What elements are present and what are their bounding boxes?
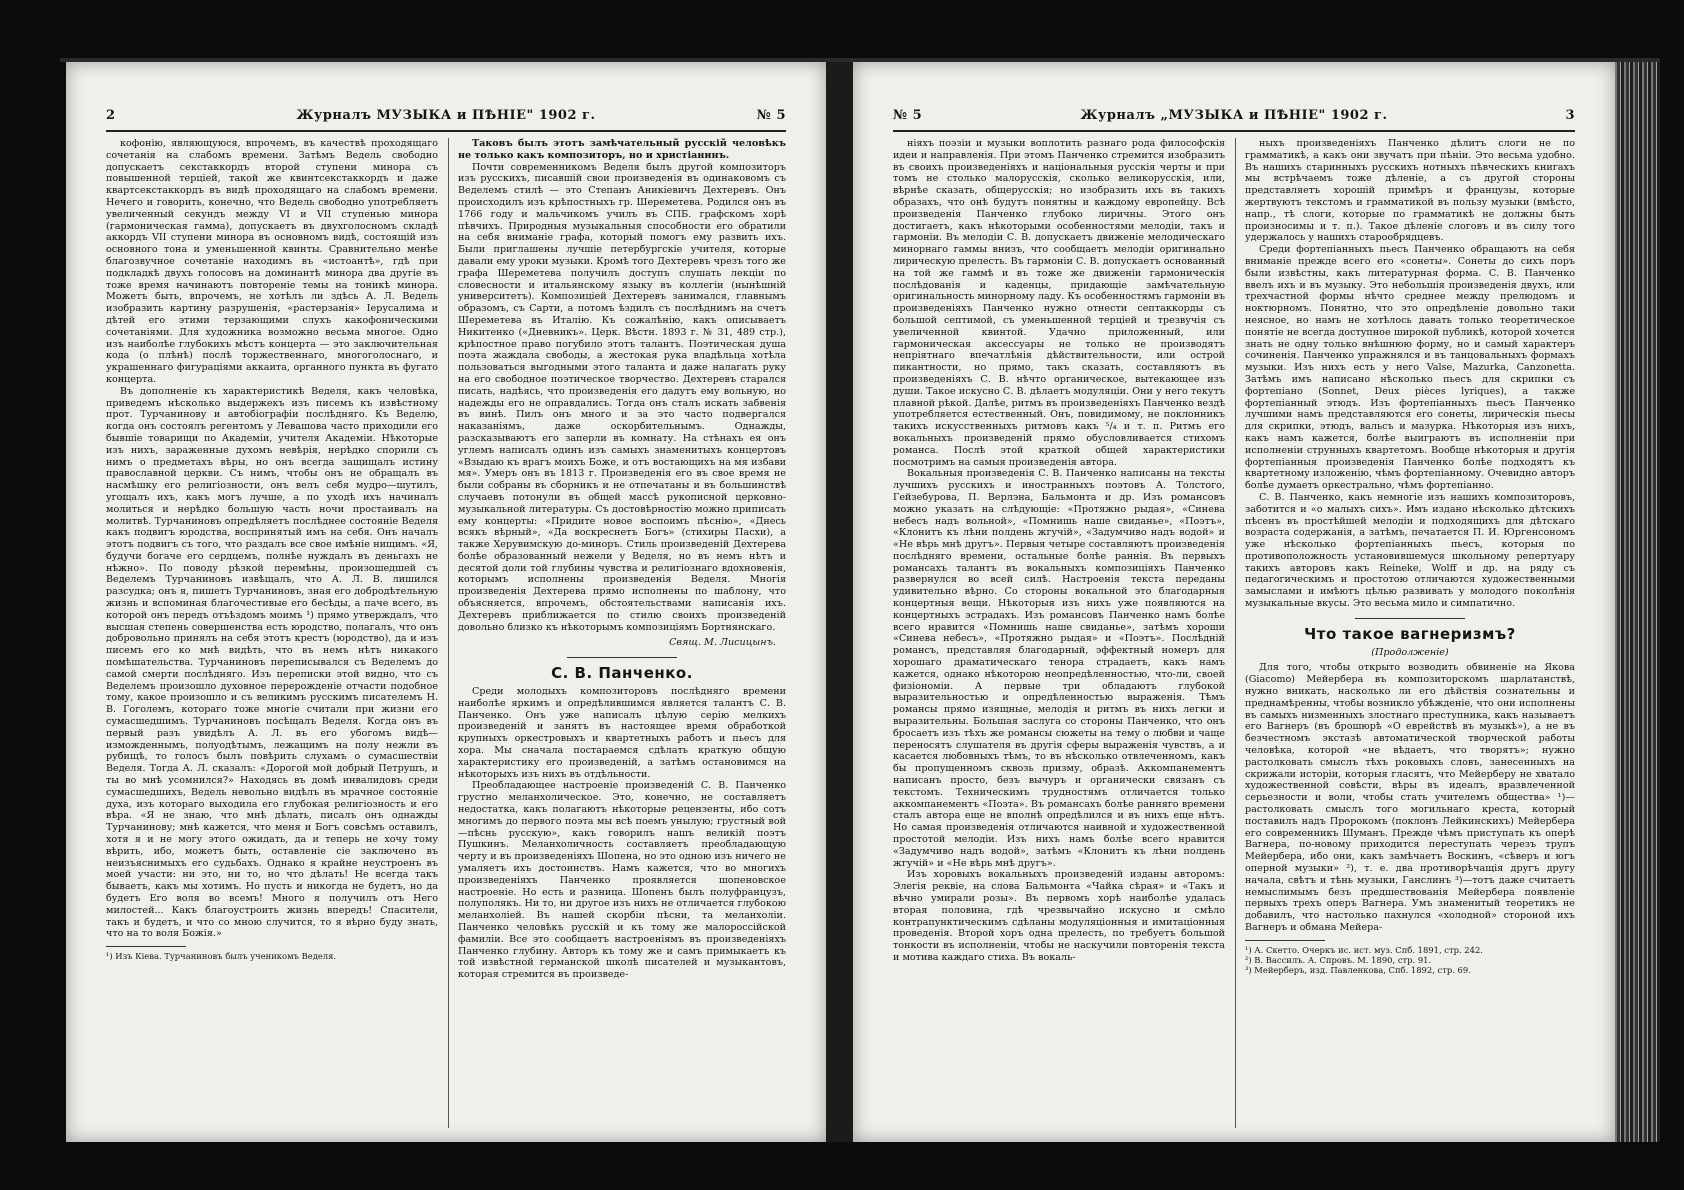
footnote-rule [106,946,186,947]
page-gutter [826,62,853,1142]
right-column-2 [1245,138,1575,1128]
right-page-header [893,108,1575,130]
right-column-1 [893,138,1225,1128]
paragraph: Среди фортепіанныхъ пьесъ Панченко обращаютъ на себя вниманіе прежде всего его «сонеты». Сонеты до сихъ поръ были извѣстны, какъ литературная форма. С. В. Панченко ввелъ ихъ и въ музыку. Это небольшія произведенія двухъ, или трехчастной формы нѣчто среднее между прелюдомъ и ноктюрномъ. Понятно, что это опредѣленіе довольно таки неясное, но намъ не хотѣлось давать только теоретическое понятіе не всегда доступное широкой публикѣ, которой хочется знать не одну только внѣшнюю форму, но и самый характеръ сочиненія. Панченко упражнялся и въ танцовальныхъ формахъ музыки. Изъ нихъ есть у него Valse, Mazurka, Canzonetta. Затѣмъ имъ написано нѣсколько пьесъ для скрипки съ фортепіано (Sonnet, Deux pièces lyriques), а также фортепіанный этюдъ. Изъ фортепіанныхъ пьесъ Панченко лучшими намъ представляются его сонеты, лирическія пьесы для скрипки, этюдъ, вальсъ и мазурка. Нѣкоторыя изъ нихъ, какъ намъ кажется, болѣе выиграютъ въ исполненіи при исполненіи струнныхъ квартетомъ. Вообще нѣкоторыя и другія фортепіанныя произведенія Панченко болѣе подходятъ къ квартетному изложенію, чѣмъ фортепіанному. Очевидно авторъ болѣе думаетъ оркестрально, чѣмъ фортепіанно. [1245,244,1575,492]
footnote: ¹) А. Скетто. Очеркъ ис. ист. муз. Спб. 1891, стр. 242. [1245,944,1483,955]
paragraph: Для того, чтобы открыто возводить обвиненіе на Якова (Giacomo) Мейербера въ композиторскомъ шарлатанствѣ, нужно вникать, насколько ли его дѣйствія сознательны и преднамѣренны, чтобы возникло убѣжденіе, что они исполнены въ самыхъ низменныхъ злостнаго преступника, какъ называетъ его Вагнеръ (въ брошюрѣ «О еврействѣ въ музыкѣ»), а не въ безчестномъ экстазѣ автоматической творческой работы человѣка, которой «не вѣдаетъ, что творятъ»; нужно растолковать смыслъ тѣхъ роковыхъ словъ, занесенныхъ на скрижали исторіи, которыя гласятъ, что Мейерберу не хватало художественной совѣсти, вѣры въ идеалъ, вразвлеченной серьезности и воли, чтобы стать учителемъ общества» ¹)—растолковать смыслъ того могильнаго креста, который поставилъ надъ Пророкомъ (поклонъ Лейкинскихъ) Мейербера его современникъ Шуманъ. Прежде чѣмъ приступать къ оперѣ Вагнера, по-новому приходится переступать черезъ трупъ Мейербера, ибо они, какъ замѣчаетъ Воскинъ, «сѣверъ и югъ оперной музыки» ²), т. е. два противорѣчащія другъ другу начала, свѣтъ и тѣнь музыки, Ганслинъ ³)—тотъ даже считаетъ немыслимымъ безъ предшествованія Мейербера появленіе первыхъ трехъ оперъ Вагнера. Умъ знаменитый теоретикъ не добавилъ, что настолько пахнулся «холодной» стороной ихъ Вагнеръ и обмана Мейера- [1245,662,1575,933]
paragraph: Преобладающее настроеніе произведеній С. В. Панченко грустно меланхолическое. Это, конечно, не составляетъ недостатка, какъ полагаютъ нѣкоторые рецензенты, ибо сотъ многимъ до первого поэта мы всѣ поемъ унылую; грустный вой—пѣснь русскую», какъ говорилъ нашъ великій поэтъ Пушкинъ. Меланхоличность составляетъ преобладающую черту и въ произведеніяхъ Шопена, но это одною изъ ничего не умаляетъ ихъ достоинствъ. Намъ кажется, что во многихъ произведеніяхъ Панченко проявляется шопеновское настроеніе. Но есть и разница. Шопенъ былъ полуфранцузъ, полуполякъ. Ни то, ни другое изъ нихъ не отличается глубокою меланхоліей. Въ нашей скорбіи пѣсни, та меланхоліи. Панченко человѣкъ русскій и къ тому же малороссійской фамиліи. Все это сообщаетъ настроеніямъ въ произведеніяхъ Панченко глубину. Авторъ къ тому же и самъ примыкаетъ къ той извѣстной германской школѣ писателей и музыкантовъ, которая стремится въ произведе- [458,780,786,981]
paragraph: Изъ хоровыхъ вокальныхъ произведеній изданы авторомъ: Элегія реквіе, на слова Бальмонта «Чайка сѣрая» и «Такъ и вѣчно умирали розы». Въ первомъ хорѣ наиболѣе удалась вторая половина, гдѣ чрезвычайно искусно и смѣло контрапунктическимъ сдѣланы модуляціонныя и имитаціонныя проведенія. Второй хоръ одна прелесть, по требуетъ большой тонкости въ исполненіи, чтобы не наскучили повторенія текста и мотива каждаго стиха. Въ вокаль- [893,869,1225,963]
left-page-number: 2 [106,108,116,123]
right-page [853,62,1615,1142]
column-divider [448,138,449,1128]
left-journal-title: Журналъ МУЗЫКА и ПѢНІЕ" 1902 г. [296,108,596,123]
left-column-1 [106,138,438,1128]
paragraph: Вокальныя произведенія С. В. Панченко написаны на тексты лучшихъ русскихъ и иностранныхъ поэтовъ А. Толстого, Гейзебурова, П. Верлэна, Бальмонта и др. Изъ романсовъ можно указать на слѣдующіе: «Протяжно рыдая», «Синева небесъ надъ вольной», «Помнишь наше свиданье», «Поэтъ», «Клонитъ къ лѣни полдень жгучій», «Задумчиво надъ водой» и «Не вѣрь мнѣ другъ». Первыя четыре составляютъ произведенія послѣдняго времени, остальные болѣе раннія. Въ первыхъ романсахъ талантъ въ вокальныхъ композиціяхъ Панченко развернулся во всей силѣ. Настроенія текста переданы удивительно вѣрно. Со стороны вокальной это благодарныя концертныя вещи. Нѣкоторыя изъ нихъ уже появляются на концертныхъ эстрадахъ. Изъ романсовъ Панченко намъ болѣе всего нравится «Помнишь наше свиданье», затѣмъ хороши «Синева небесъ», «Протяжно рыдая» и «Поэтъ». Послѣдній романсъ, представляя благодарный, эффектный номеръ для хорошаго драматическаго тенора страдаетъ, какъ намъ кажется, однако нѣкоторою неопредѣленностью, что-ли, своей физіономіи. А первые три обладаютъ глубокой выразительностью и опредѣленностью выраженія. Тѣмъ романсы прямо изящные, мелодія и ритмъ въ нихъ легки и выразительны. Большая заслуга со стороны Панченко, что онъ бросаетъ изъ тѣхъ же романсы сюжеты на тему о любви и чаще переносятъ слушателя въ другія сферы выраженія чувствъ, а и касается любовныхъ тѣмъ, то въ нѣсколько отвлеченномъ, какъ бы пропущенномъ сквозь призму, образѣ. Аккомпанементъ написанъ просто, безъ вычуръ и органически связанъ съ текстомъ. Техническимъ трудностямъ отличается только аккомпанементъ «Поэта». Въ романсахъ болѣе ранняго времени сталъ автора еще не вполнѣ опредѣлился и въ нихъ еще нѣтъ. Но самая произведенія отличаются наивной и художественной простотой мелодіи. Изъ нихъ намъ болѣе всего нравится «Задумчиво надъ водой», затѣмъ «Клонитъ къ лѣни полдень жгучій» и «Не вѣрь мнѣ другъ». [893,468,1225,869]
paragraph: кофонію, являющуюся, впрочемъ, въ качествѣ проходящаго сочетанія на слабомъ времени. Затѣмъ Ведель свободно допускаетъ секстаккордъ второй ступени минора съ повышенной терціей, такой же квинтсекстаккордъ и даже квартсекстаккордъ въ видѣ проходящаго на слабомъ времени. Нечего и говорить, конечно, что Ведель свободно употребляетъ увеличенный секундъ между VI и VII ступенью минора (гармоническая гамма), допускаетъ въ двухголосномъ складѣ аккордъ VII ступени минора въ основномъ видѣ, состоящій изъ основного тона и уменьшенной квинты. Сравнительно менѣе благозвучное сочетаніе находимъ въ «истоантѣ», гдѣ при подкладкѣ двухъ голосовъ на доминантѣ минора два другіе въ тоже время начинаютъ повтореніе темы на тоникѣ минора. Можетъ быть, впрочемъ, не хотѣлъ ли здѣсь А. Л. Ведель изобразить картину разрушенія, «растерзанія» Іерусалима и дѣтей его этими терзающими слухъ какофоническими сочетаніями. Для художника возможно весьма многое. Одно изъ наиболѣе глубокихъ мѣстъ концерта — это заключительная кода (о плѣнѣ) послѣ торжественнаго, многоголоснаго, и украшеннаго фигураціями аккаита, органного пункта въ фугато концерта. [106,138,438,385]
article-subtitle: (Продолженіе) [1371,646,1449,658]
right-issue-number: № 5 [893,108,923,123]
left-page [66,62,826,1142]
right-header-rule [893,130,1575,132]
author-signature: Свящ. М. Лисицынъ. [669,637,776,649]
paragraph: ныхъ произведеніяхъ Панченко дѣлитъ слоги не по грамматикѣ, а какъ они звучатъ при пѣніи. Это весьма удобно. Въ нашихъ старинныхъ русскихъ нотныхъ пѣвческихъ книгахъ мы встрѣчаемъ тоже дѣленіе, а съ другой стороны представляетъ хорошій примѣръ и французы, которые жертвуютъ текстомъ и грамматикой въ пользу музыки (вмѣсто, напр., тѣ слоги, которые по грамматикѣ не должны быть произносимы и т. п.). Такое дѣленіе слоговъ и въ силу того удержалось у нашихъ старообрядцевъ. [1245,138,1575,244]
paragraph: Въ дополненіе къ характеристикѣ Веделя, какъ человѣка, приведемъ нѣсколько выдержекъ изъ писемъ къ извѣстному прот. Турчанинову и автобіографіи послѣдняго. Къ Веделю, когда онъ состоялъ регентомъ у Левашова часто приходили его бывшіе товарищи по Академіи, учителя Академіи. Нѣкоторые изъ нихъ, зараженные духомъ невѣрія, нерѣдко спорили съ нимъ о предметахъ вѣры, но онъ всегда защищалъ истину православной церкви. Съ нимъ, чтобы онъ не обращалъ въ насмѣшку его религіозности, онъ велъ себя мудро—шутилъ, угощалъ ихъ, какъ могъ лучше, а по уходѣ ихъ начиналъ молиться и нерѣдко большую часть ночи простаивалъ на молитвѣ. Турчаниновъ опредѣляетъ послѣднее состояніе Веделя какъ подвигъ юродства, воспринятый имъ на себя. Онъ началъ этотъ подвигъ съ того, что раздалъ все свое имѣніе нищимъ. «Я, будучи богаче его сердцемъ, полнѣе нуждалъ въ деньгахъ не нѣжно». По поводу рѣзкой перемѣны, произошедшей съ Веделемъ Турчаниновъ извѣщалъ, что А. Л. В. лишился разсудка; онъ я, пишетъ Турчаниновъ, зная его добродѣтельную жизнь и вспоминая благочестивые его бесѣды, а паче всего, въ которой онъ передъ отъѣздомъ моимъ ¹) прямо утверждалъ, что высшая степень совершенства есть юродство, полагалъ, что онъ добровольно принялъ на себя этотъ крестъ (юродство), да и изъ писемъ его ко мнѣ видѣть, что въ немъ нѣтъ никакого помѣшательства. Турчаниновъ переписывался съ Веделемъ до самой смерти послѣдняго. Изъ переписки этой видно, что съ Веделемъ произошло духовное перерожденіе отчасти подобное тому, какое произошло и съ великимъ русскимъ писателемъ Н. В. Гоголемъ, котораго тоже многіе считали при жизни его сумасшедшимъ. Турчаниновъ посѣщалъ Веделя. Когда онъ въ первый разъ увидѣлъ А. Л. въ его убогомъ видѣ—изможденнымъ, полуодѣтымъ, лежащимъ на полу нежли въ рубищѣ, то голосъ былъ повѣрить слухамъ о сумасшествіи Веделя. Тогда А. Л. сказалъ: «Дорогой мой добрый Петрушъ, и ты во мнѣ усомнился?» Находясь въ домѣ инвалидовъ среди сумасшедшихъ, Ведель невольно видѣлъ въ мрачное состояніе духа, изъ котораго выходила его глубокая религіозность и его вѣра. «Я не знаю, что мнѣ дѣлать, писалъ онъ однажды Турчанинову; мнѣ кажется, что меня и Богъ совсѣмъ оставилъ, хотя я и не могу этого ожидать, да и теперь не хочу тому вѣрить, ибо, можетъ быть, оставленіе сіе заключено въ неизъяснимыхъ его судьбахъ. Однако я крайне неустроенъ въ моей участи: ни это, ни то, но что дѣлать! Не всегда такъ бываетъ, какъ мы хотимъ. Но пусть и никогда не будетъ, но да будетъ Его воля во всемъ! Много я получилъ отъ Него милостей... Какъ благоустроить жизнь впередъ! Спасители, такъ и будетъ, и что со мною случится, то я вѣрно буду знать, что на то воля Божія.» [106,385,438,940]
article-title-panchenko: С. В. Панченко. [551,664,693,683]
section-rule [1355,618,1465,619]
paragraph: ніяхъ поэзіи и музыки воплотить разнаго рода философскія идеи и направленія. При этомъ Панченко стремится изобразить въ своихъ произведеніяхъ и національныя русскія черты и при томъ не столько малорусскія, сколько великорусскія, или, вѣрнѣе сказать, общерусскія; но изобразить ихъ въ такихъ образахъ, что онѣ будутъ понятны и каждому европейцу. Всѣ произведенія Панченко глубоко лиричны. Этого онъ достигаетъ, какъ нѣкоторыми особенностями мелодіи, такъ и гармоніи. Въ мелодіи С. В. допускаетъ движеніе мелодическаго минорнаго гаммы внизъ, что сообщаетъ мелодіи оригинально лирическую прелесть. Въ гармоніи С. В. допускаетъ основанный на той же гаммѣ и въ тоже же движеніи гармоническія послѣдованія и каденцы, придающіе замѣчательную оригинальность минорному ладу. Къ особенностямъ гармоніи въ произведеніяхъ Панченко нужно отнести септаккорды съ большой септимой, съ уменьшенной терціей и трезвучія съ увеличенной квинтой. Удачно приложенный, или гармоническая аксессуары не только не производятъ непріятнаго впечатлѣнія дѣйствительности, или острой пикантности, но прямо, такъ сказать, составляютъ въ произведеніяхъ С. В. нѣчто органическое, вытекающее изъ души. Такое искусно С. В. дѣлаетъ модуляціи. Они у него текутъ плавной рѣкой. Далѣе, ритмъ въ произведеніяхъ Панченко вездѣ употребляется естественный. Онъ, повидимому, не поклонникъ такихъ искусственныхъ ритмовъ какъ ⁵/₄ и т. п. Ритмъ его вокальныхъ произведеній прямо обусловливается стихомъ романса. Послѣ этой краткой общей характеристики посмотримъ на самыя произведенія автора. [893,138,1225,468]
article-title-wagnerism: Что такое вагнеризмъ? [1304,624,1516,643]
section-rule [567,657,677,658]
left-header-rule [106,130,786,132]
paragraph: Среди молодыхъ композиторовъ послѣдняго времени наиболѣе яркимъ и опредѣлившимся является талантъ С. В. Панченко. Онъ уже написалъ цѣлую серію мелкихъ произведеній и занятъ въ настоящее время обработкой крупныхъ оркестровыхъ и квартетныхъ работъ и пьесъ для хора. Мы сначала постараемся сдѣлать краткую общую характеристику его произведеній, а затѣмъ остановимся на нѣкоторыхъ изъ нихъ въ отдѣльности. [458,686,786,780]
right-page-number: 3 [1565,108,1575,123]
footnote: ¹) Изъ Кіева. Турчаниновъ былъ ученикомъ Веделя. [106,951,337,962]
paragraph: С. В. Панченко, какъ немногіе изъ нашихъ композиторовъ, заботится и «о малыхъ сихъ». Имъ издано нѣсколько дѣтскихъ пѣсенъ въ простѣйшей мелодіи и подходящихъ для дѣтскаго возраста содержанія, а затѣмъ, печатается П. И. Юргенсономъ уже нѣсколько фортепіанныхъ пьесъ, которыя по противоположность установившемуся школьному репертуару такихъ авторовъ какъ Reineke, Wolff и др. на ряду съ педагогическимъ и простотою отличаются художественными замыслами и имѣютъ цѣлью развивать у молодого поколѣнія музыкальные вкусы. Это весьма мило и симпатично. [1245,491,1575,610]
left-column-2 [458,138,786,1128]
left-issue-number: № 5 [756,108,786,123]
footnote: ²) В. Вассилъ. А. Спровъ. М. 1890, стр. 91. [1245,954,1432,965]
right-journal-title: Журналъ „МУЗЫКА и ПѢНІЕ" 1902 г. [1080,108,1388,123]
paragraph: Почти современникомъ Веделя былъ другой композиторъ изъ русскихъ, писавшій свои произведенія въ одинаковомъ съ Веделемъ стилѣ — это Степанъ Аникіевичъ Дехтеревъ. Онъ происходилъ изъ крѣпостныхъ гр. Шереметева. Родился онъ въ 1766 году и мальчикомъ училъ въ СПБ. графскомъ хорѣ пѣвчихъ. Природныя музыкальныя способности его обратили на себя вниманіе графа, который помогъ ему развить ихъ. Были приглашены лучшіе петербургскіе учителя, которые давали ему уроки музыки. Кромѣ того Дехтеревъ чрезъ того же графа Шереметева получилъ доступъ слушать лекціи по словесности и итальянскому языку въ коллегіи (нынѣшній университетъ). Композиціей Дехтеревъ занимался, главнымъ образомъ, съ Сарти, а потомъ ѣздилъ съ послѣднимъ на счетъ Шереметева въ Италію. Къ сожалѣнію, какъ описываетъ Никитенко («Дневникъ». Церк. Вѣстн. 1893 г. № 31, 489 стр.), крѣпостное право погубило этотъ талантъ. Поэтическая душа поэта жаждала свободы, а жестокая рука владѣльца хотѣла пользоваться выгодными этого таланта и даже налагать руку на его свободное поэтическое творчество. Дехтеревъ старался писать, надѣясь, что произведенія его дадутъ ему вольную, но надежды его не оправдались. Тогда онъ сталъ искать забвенія въ винѣ. Пилъ онъ много и за это часто подвергался наказаніямъ, даже оскорбительнымъ. Однажды, разсказываютъ его заперли въ комнату. На стѣнахъ ея онъ углемъ написалъ одинъ изъ самыхъ знаменитыхъ концертовъ «Взыдаю къ врагъ моихъ Боже, и отъ востающихъ на мя избави мя». Умеръ онъ въ 1813 г. Произведенія его въ свое время не были собраны въ сборникъ и не отпечатаны и въ большинствѣ случаевъ потонули въ общей массѣ рукописной церковно-музыкальной литературы. Съ достовѣрностію можно приписать ему концерты: «Придите новое воспоимъ пѣснію», «Днесь всякъ вѣрный», «Да воскреснетъ Богъ» (стихиры Пасхи), а также Херувимскую до-миноръ. Стиль произведеній Дехтерева болѣе образованный нежели у Веделя, но въ немъ нѣтъ и десятой доли той глубины чувства и религіознаго вдохновенія, которымъ исполнены произведенія Веделя. Многія произведенія Дехтерева прямо исполнены по шаблону, что объясняется, впрочемъ, обстоятельствами написанія ихъ. Дехтеревъ приближается по стилю своихъ произведеній довольно близко къ нѣкоторымъ композиціямъ Бортнянскаго. [458,161,786,633]
scan-noise-edge [1615,62,1660,1142]
left-page-header [106,108,786,130]
footnote: ³) Мейерберъ, изд. Павленкова, Спб. 1892, стр. 69. [1245,964,1471,975]
column-divider [1235,138,1236,1128]
footnote-rule [1245,940,1325,941]
paragraph: Таковъ былъ этотъ замѣчательный русскій человѣкъ не только какъ композиторъ, но и христіанинъ. [458,138,786,161]
